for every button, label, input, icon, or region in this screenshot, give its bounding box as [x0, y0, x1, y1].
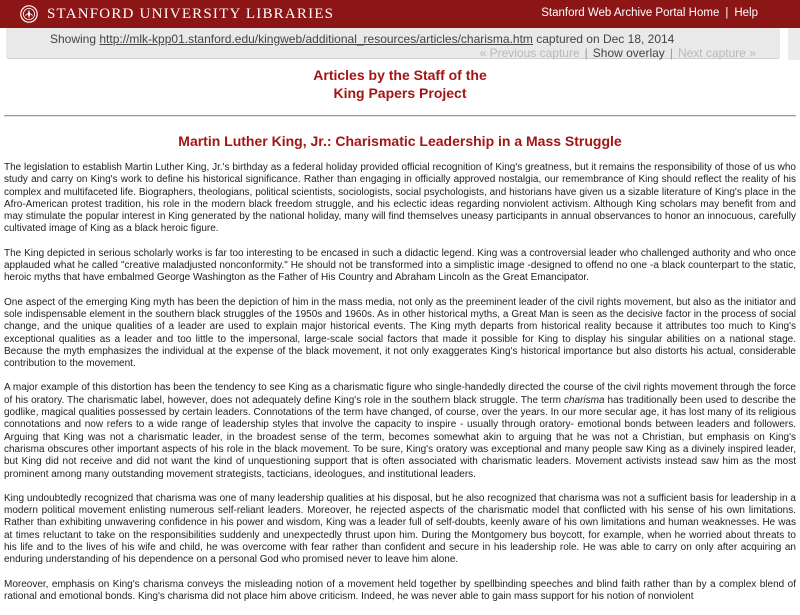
showing-label: Showing	[50, 32, 100, 46]
top-links-separator: |	[725, 7, 729, 19]
charisma-term: charisma	[563, 394, 605, 406]
paragraph-2: The King depicted in serious scholarly works is far too interesting to be encased in such a didactic legend. King was a controversial leader who challenged authority and who once applauded what he called "creative maladjusted nonconformity." He should not be transformed into a simplistic image -designed to offend no one -a black counterpart to the static, heroic myths that have embalmed George Washington as the Father of His Country and Abraham Lincoln as the Great Emancipator.	[4, 247, 796, 284]
archive-banner	[0, 0, 800, 60]
capture-info-text	[50, 32, 674, 46]
archive-top-bar	[0, 0, 800, 28]
captured-date: captured on Dec 18, 2014	[532, 32, 675, 46]
next-capture-label: Next capture	[677, 46, 746, 60]
previous-capture-label: Previous capture	[489, 46, 580, 60]
top-links	[541, 7, 758, 19]
portal-home-link[interactable]: Stanford Web Archive Portal Home	[541, 7, 720, 19]
brand-title: STANFORD UNIVERSITY LIBRARIES	[47, 6, 335, 22]
paragraph-3: One aspect of the emerging King myth has been the depiction of him in the mass media, not only as the preeminent leader of the civil rights movement, but also as the initiator and sole indispensable element in the southern black struggles of the 1950s and 1960s. As in other historical myths, a Great Man is seen as the decisive factor in the process of social change, and the unique qualities of a leader are used to explain major historical events. The King myth departs from historical reality because it attributes too much to King's exceptional qualities as a leader and too little to the impersonal, large-scale social factors that made it possible for King to display his singular abilities on a national stage. Because the myth emphasizes the individual at the expense of the black movement, it not only exaggerates King's historical importance but also distorts his actual, considerable contribution to the movement.	[4, 296, 796, 370]
article-body	[4, 162, 796, 615]
page-heading-line-2: King Papers Project	[333, 85, 467, 101]
paragraph-4	[4, 382, 796, 480]
article-title: Martin Luther King, Jr.: Charismatic Leadership in a Mass Struggle	[178, 133, 622, 149]
stanford-seal-icon	[20, 5, 38, 23]
paragraph-6: Moreover, emphasis on King's charisma conveys the misleading notion of a movement held together by spellbinding speeches and blind faith rather than by a complex blend of rational and emotional bonds. King's charisma did not place him above criticism. Indeed, he was never able to gain mass support for his notion of nonviolent	[4, 578, 796, 602]
page-heading	[0, 66, 800, 102]
capture-navigation	[480, 46, 756, 60]
banner-scrollbar[interactable]	[788, 28, 800, 60]
paragraph-5: King undoubtedly recognized that charisma was one of many leadership qualities at his disposal, but he also recognized that charisma was not a sufficient basis for leadership in a modern political movement enlisting numerous self-reliant leaders. Moreover, he rejected aspects of the charismatic model that conflicted with his sense of his own limitations. Rather than exhibiting unwavering confidence in his power and wisdom, King was a leader full of self-doubts, keenly aware of his own limitations and human weaknesses. He was at times reluctant to take on the responsibilities suddenly and unexpectedly thrust upon him. During the Montgomery bus boycott, for example, when he worried about threats to his life and to the lives of his wife and child, he was overcome with fear rather than confident and secure in his leadership role. He was able to carry on only after acquiring an enduring understanding of his dependence on a personal God who promised never to leave him alone.	[4, 492, 796, 566]
paragraph-4-part-1: A major example of this distortion has been the tendency to see King as a charismatic figure who single-handedly directed the course of the civil rights movement through the force of his oratory. The charismatic label, however, does not adequately define King's role in the southern black struggle. The term	[4, 382, 796, 406]
paragraph-4-part-2: has traditionally been used to describe the godlike, magical qualities possessed by certain leaders. Connotations of the term have changed, of course, over the years. In our more secular age, it has lost many of its religious connotations and now refers to a wide range of leadership styles that involve the capacity to inspire - usually through oratory- emotional bonds between leaders and followers. Arguing that King was not a charismatic leader, in the broadest sense of the term, becomes somewhat akin to arguing that he was not a Christian, but emphasis on King's charisma obscures other important aspects of his role in the black movement. To be sure, King's oratory was exceptional and many people saw King as a divinely inspired leader, but King did not receive and did not want the kind of unquestioning support that is often associated with charismatic leaders. Movement activists instead saw him as the most prominent among many outstanding movement strategists, tacticians, ideologues, and institutional leaders.	[4, 394, 796, 480]
show-overlay-button[interactable]: Show overlay	[592, 46, 665, 60]
nav-separator: |	[669, 46, 673, 60]
page-heading-line-1: Articles by the Staff of the	[313, 67, 487, 83]
paragraph-1: The legislation to establish Martin Luther King, Jr.'s birthday as a federal holiday provided official recognition of King's greatness, but it remains the responsibility of those of us who study and carry on King's work to define his historical significance. Rather than engaging in officially approved nostalgia, our remembrance of King should reflect the reality of his complex and multifaceted life. Biographers, theologians, political scientists, sociologists, social psychologists, and historians have given us a sizable literature of King's place in the Afro-American protest tradition, his role in the modern black freedom struggle, and his eclectic ideas regarding nonviolent activism. Although King scholars may benefit from and may stimulate the popular interest in King generated by the national holiday, many will find themselves uneasy participants in annual observances to honor an innocuous, carefully cultivated image of King as a black heroic figure.	[4, 162, 796, 235]
heading-divider	[4, 115, 796, 117]
archived-url-link[interactable]: http://mlk-kpp01.stanford.edu/kingweb/additional_resources/articles/charisma.htm	[99, 32, 533, 46]
nav-separator: |	[584, 46, 588, 60]
previous-capture-button[interactable]: « Previous capture	[479, 46, 580, 60]
capture-info-bar	[6, 28, 780, 59]
help-link[interactable]: Help	[734, 7, 758, 19]
next-capture-button[interactable]: Next capture »	[677, 46, 756, 60]
